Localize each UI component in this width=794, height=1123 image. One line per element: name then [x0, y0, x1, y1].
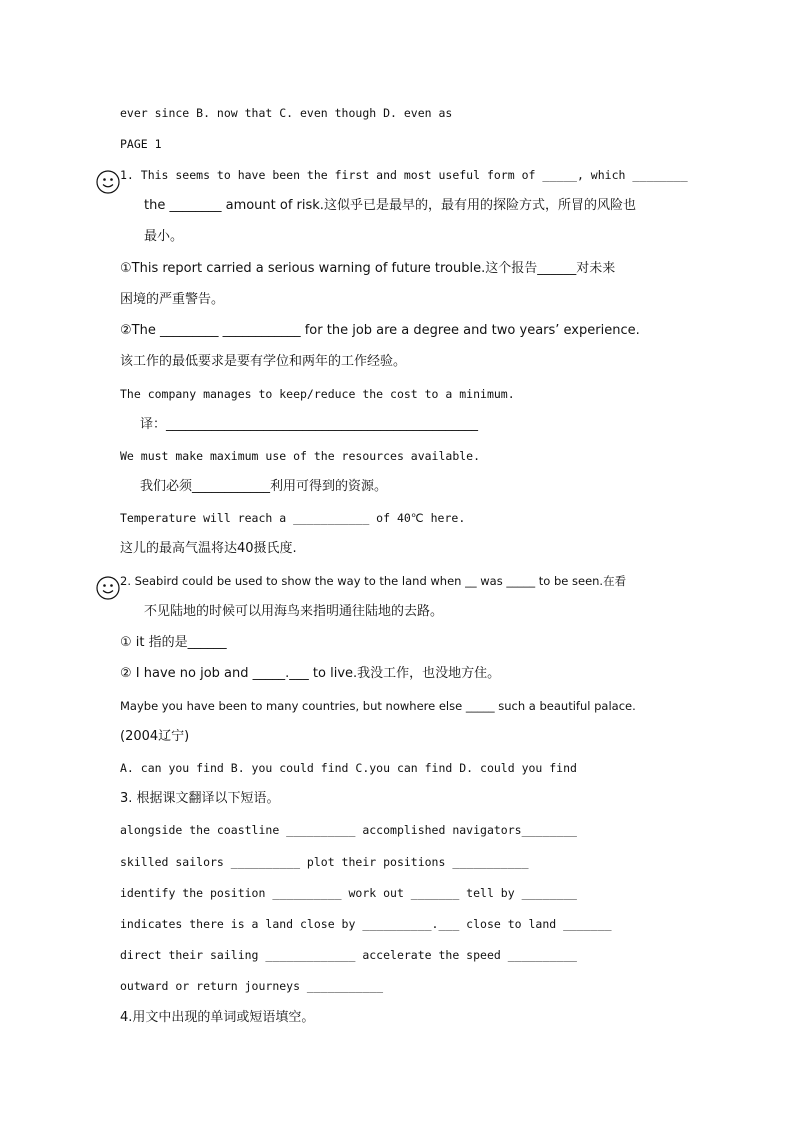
answer-options: A. can you find B. you could find C.you can find D. could you find — [120, 761, 577, 775]
text-line: 该工作的最低要求是要有学位和两年的工作经验。 — [120, 354, 407, 369]
text-line: Temperature will reach a ___________ of 40℃ here. — [120, 511, 466, 525]
smiley-icon — [96, 576, 120, 600]
text-line: 我们必须____________利用可得到的资源。 — [140, 479, 388, 494]
text-line: 最小。 — [144, 229, 184, 244]
text-line: direct their sailing _____________ accelerate the speed __________ — [120, 948, 577, 962]
smiley-icon — [96, 170, 120, 194]
text-line: 不见陆地的时候可以用海鸟来指明通往陆地的去路。 — [144, 604, 444, 619]
text-line: ② I have no job and _____.___ to live.我没工作，也没地方住。 — [120, 666, 501, 681]
question-2: 2. Seabird could be used to show the way to the land when __ was _____ to be seen.在看 — [120, 574, 627, 588]
text-line: ever since B. now that C. even though D. even as — [120, 106, 453, 120]
text-line: The company manages to keep/reduce the cost to a minimum. — [120, 387, 515, 401]
text-line: 困境的严重警告。 — [120, 292, 225, 307]
text-line: (2004辽宁) — [120, 729, 190, 744]
text-line: skilled sailors __________ plot their positions ___________ — [120, 855, 529, 869]
text-line: identify the position __________ work out _______ tell by ________ — [120, 886, 577, 900]
page-number: PAGE 1 — [120, 137, 162, 151]
section-heading: 3. 根据课文翻译以下短语。 — [120, 791, 280, 806]
text-line: outward or return journeys ___________ — [120, 979, 384, 993]
text-line: ①This report carried a serious warning of future trouble.这个报告______对未来 — [120, 261, 616, 276]
translation-blank: 译：________________________________________________ — [140, 417, 479, 432]
question-1: 1. This seems to have been the first and most useful form of _____, which ________ — [120, 168, 688, 182]
text-line: alongside the coastline __________ accomplished navigators________ — [120, 823, 577, 837]
text-line: We must make maximum use of the resources available. — [120, 449, 481, 463]
text-line: ① it 指的是______ — [120, 635, 227, 650]
section-heading: 4.用文中出现的单词或短语填空。 — [120, 1010, 315, 1025]
text-line: Maybe you have been to many countries, but nowhere else _____ such a beautiful palace. — [120, 699, 636, 713]
text-line: ②The _________ ____________ for the job are a degree and two years’ experience. — [120, 323, 640, 338]
text-line: 这儿的最高气温将达40摄氏度. — [120, 541, 297, 556]
text-line: indicates there is a land close by __________.___ close to land _______ — [120, 917, 612, 931]
text-line: the ________ amount of risk.这似乎已是最早的，最有用的探险方式，所冒的风险也 — [144, 198, 636, 213]
